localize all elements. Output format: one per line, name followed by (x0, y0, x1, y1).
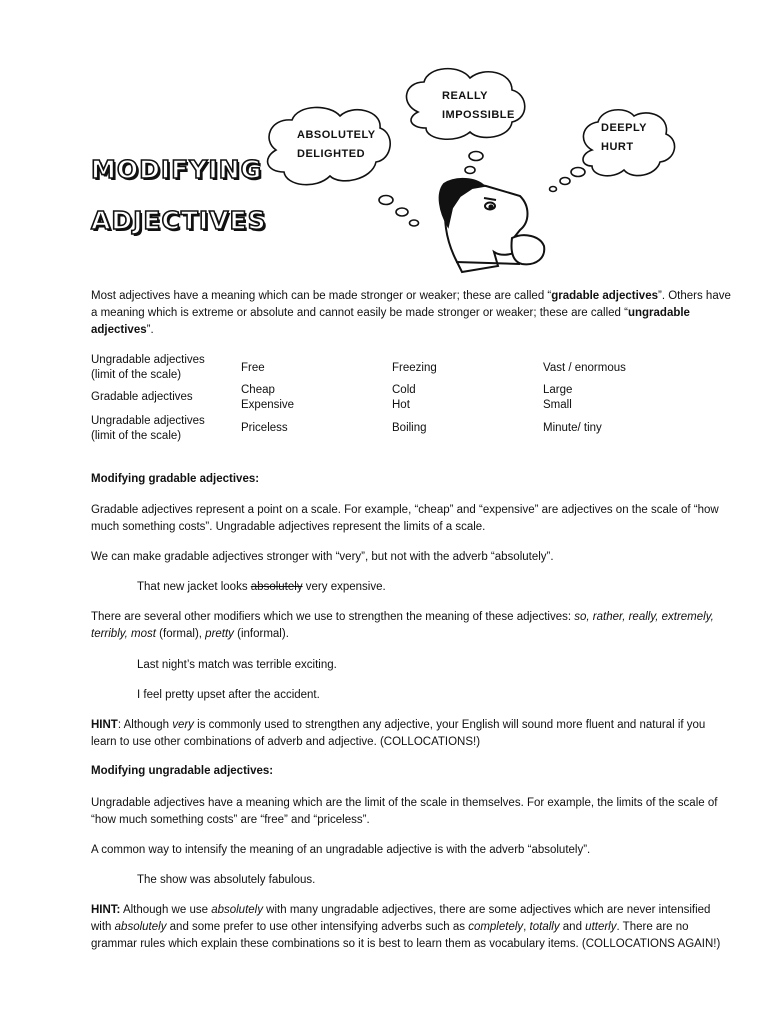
hint2-text3: and some prefer to use other intensifying adverbs such as (166, 921, 469, 933)
hint2-totally: totally (529, 921, 560, 933)
bubble-right-line2: HURT (601, 141, 634, 153)
row3-col1: Priceless (241, 422, 288, 434)
row1-label-line2: (limit of the scale) (91, 369, 182, 381)
section2-paragraph2: A common way to intensify the meaning of an ungradable adjective is with the adverb “absolutely”. (91, 844, 591, 856)
intro-text-3: ”. (146, 324, 154, 336)
hint2-text1: Although we use (120, 904, 212, 916)
row2-col3-b: Small (543, 399, 572, 411)
intro-paragraph (91, 288, 731, 339)
bubble-middle-line1: REALLY (442, 90, 488, 102)
row2-col2-a: Cold (392, 384, 416, 396)
hint2-text2: with many ungradable adjectives, there are some adjectives which are never intensified with (91, 904, 711, 933)
p3-text: There are several other modifiers which we use to strengthen the meaning of these adjectives: (91, 611, 575, 623)
row2-col3-a: Large (543, 384, 573, 396)
bubble-left-line2: DELIGHTED (297, 148, 366, 160)
row3-col3: Minute/ tiny (543, 422, 602, 434)
table-row1-label (91, 353, 205, 383)
hint2-absolutely1: absolutely (211, 904, 263, 916)
row3-col2: Boiling (392, 422, 427, 434)
section1-example2: Last night’s match was terrible exciting. (137, 659, 337, 671)
example1-strikethrough: absolutely (250, 581, 303, 593)
row2-col3 (543, 383, 572, 413)
hint2-absolutely2: absolutely (114, 921, 167, 933)
bubble-left-text (297, 126, 376, 164)
row2-col1-b: Expensive (241, 399, 295, 411)
bubble-middle-line2: IMPOSSIBLE (442, 109, 515, 121)
row1-col2: Freezing (392, 362, 437, 374)
section2-heading: Modifying ungradable adjectives: (91, 765, 274, 777)
section1-paragraph1: Gradable adjectives represent a point on a scale. For example, “cheap” and “expensive” are adjectives on the scale of “how much something costs”. Ungradable adjectives represent the limits of a scale. (91, 504, 719, 533)
bubble-right-line1: DEEPLY (601, 122, 648, 134)
intro-text-2: ”. Others have a meaning which is extreme or absolute and cannot easily be made stronger or weaker; these are called “ (91, 290, 731, 319)
p3-modifier-list: so, rather, really, extremely, terribly, most (91, 611, 714, 640)
row3-label-line1: Ungradable adjectives (91, 415, 205, 427)
example1-post: very expensive. (302, 581, 386, 593)
section2-hint (91, 902, 731, 953)
intro-text-1: Most adjectives have a meaning which can be made stronger or weaker; these are called “ (91, 290, 552, 302)
hint2-utterly: utterly (585, 921, 617, 933)
section1-hint (91, 717, 731, 751)
hint2-and: and (559, 921, 586, 933)
hint1-text1: : Although (117, 719, 173, 731)
hint1-text2: is commonly used to strengthen any adjective, your English will sound more fluent and natural if you learn to use other combinations of adverb and adjective. (COLLOCATIONS!) (91, 719, 706, 748)
intro-bold-gradable: gradable adjectives (551, 290, 658, 302)
row2-col2 (392, 383, 416, 413)
section1-heading: Modifying gradable adjectives: (91, 473, 260, 485)
thought-bubbles-illustration (0, 0, 768, 290)
p3-informal: (informal). (233, 628, 289, 640)
hint2-text4: . There are no grammar rules which explain these combinations so it is best to learn them as vocabulary items. (COLLOCATIONS AGAIN!) (91, 921, 721, 950)
p3-pretty: pretty (205, 628, 234, 640)
row2-col2-b: Hot (392, 399, 410, 411)
hint2-comma: , (523, 921, 530, 933)
bubble-right-text (601, 119, 647, 157)
bubble-middle-text (442, 87, 515, 125)
page-title-line2: ADJECTIVES (91, 206, 267, 235)
row1-label-line1: Ungradable adjectives (91, 354, 205, 366)
bubble-left-line1: ABSOLUTELY (297, 129, 376, 141)
row1-col3: Vast / enormous (543, 362, 626, 374)
page-title-line1: MODIFYING (91, 155, 263, 184)
hint1-very: very (172, 719, 194, 731)
intro-bold-ungradable: ungradable adjectives (91, 307, 690, 336)
hint1-label: HINT (91, 719, 118, 731)
example1-pre: That new jacket looks (137, 581, 251, 593)
row1-col1: Free (241, 362, 265, 374)
p3-formal: (formal), (155, 628, 206, 640)
hint2-completely: completely (468, 921, 524, 933)
section2-paragraph1: Ungradable adjectives have a meaning which are the limit of the scale in themselves. For example, the limits of the scale of “how much something costs” are “free” and “priceless”. (91, 797, 718, 826)
row2-col1-a: Cheap (241, 384, 275, 396)
hint2-label: HINT: (91, 904, 121, 916)
row2-col1 (241, 383, 294, 413)
section1-paragraph3 (91, 609, 731, 643)
section1-example3: I feel pretty upset after the accident. (137, 689, 320, 701)
row3-label-line2: (limit of the scale) (91, 430, 182, 442)
cartoon-man-icon (440, 179, 545, 272)
section1-example1 (137, 579, 386, 596)
section2-example1: The show was absolutely fabulous. (137, 874, 316, 886)
section1-paragraph2: We can make gradable adjectives stronger with “very”, but not with the adverb “absolutely”. (91, 551, 554, 563)
table-row3-label (91, 414, 205, 444)
row2-label: Gradable adjectives (91, 391, 193, 403)
